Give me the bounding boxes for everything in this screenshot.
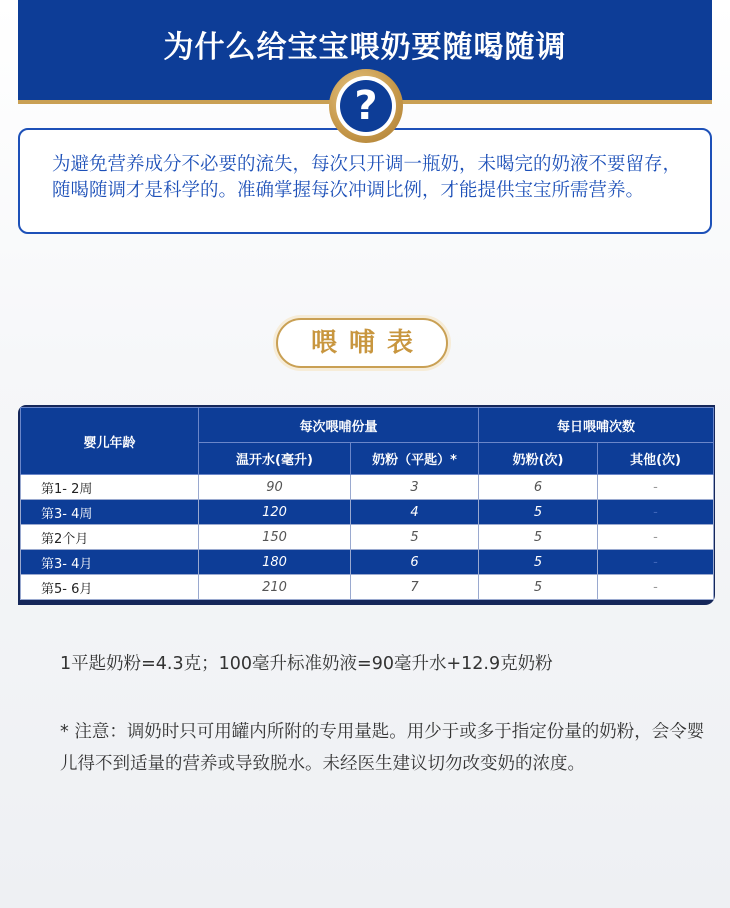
milk-times-cell: 5 — [479, 525, 598, 550]
schedule-title-tag — [276, 318, 448, 368]
powder-cell: 4 — [351, 500, 479, 525]
other-times-cell: - — [598, 575, 714, 600]
intro-box — [18, 128, 712, 234]
powder-cell: 5 — [351, 525, 479, 550]
age-cell: 第3- 4周 — [21, 500, 199, 525]
water-cell: 90 — [199, 475, 351, 500]
milk-times-cell: 5 — [479, 500, 598, 525]
header-other-times: 其他(次) — [598, 443, 714, 475]
age-cell: 第2个月 — [21, 525, 199, 550]
header-per-feed: 每次喂哺份量 — [199, 408, 479, 443]
water-cell: 180 — [199, 550, 351, 575]
schedule-title: 喂哺表 — [310, 328, 425, 358]
question-mark-icon: ? — [340, 80, 392, 132]
measure-note: 1平匙奶粉=4.3克；100毫升标准奶液=90毫升水+12.9克奶粉 — [60, 654, 553, 674]
header-milk-times: 奶粉(次) — [479, 443, 598, 475]
table-row — [21, 575, 714, 600]
age-cell: 第3- 4月 — [21, 550, 199, 575]
other-times-cell: - — [598, 550, 714, 575]
milk-times-cell: 5 — [479, 550, 598, 575]
table-row — [21, 475, 714, 500]
table-row — [21, 500, 714, 525]
intro-text: 为避免营养成分不必要的流失，每次只开调一瓶奶，未喝完的奶液不要留存，随喝随调才是科学的。准确掌握每次冲调比例，才能提供宝宝所需营养。 — [52, 154, 682, 201]
caution-note: * 注意：调奶时只可用罐内所附的专用量匙。用少于或多于指定份量的奶粉，会令婴儿得不到适量的营养或导致脱水。未经医生建议切勿改变奶的浓度。 — [60, 722, 705, 774]
question-badge — [329, 69, 403, 143]
header-age: 婴儿年龄 — [21, 408, 199, 475]
water-cell: 150 — [199, 525, 351, 550]
header-water: 温开水(毫升) — [199, 443, 351, 475]
page-title: 为什么给宝宝喂奶要随喝随调 — [163, 30, 567, 65]
powder-cell: 3 — [351, 475, 479, 500]
milk-times-cell: 5 — [479, 575, 598, 600]
feeding-table — [20, 407, 714, 600]
powder-cell: 7 — [351, 575, 479, 600]
header-daily-feeds: 每日喂哺次数 — [479, 408, 714, 443]
table-row — [21, 550, 714, 575]
feeding-table-frame — [18, 405, 715, 605]
age-cell: 第1- 2周 — [21, 475, 199, 500]
water-cell: 210 — [199, 575, 351, 600]
header-powder: 奶粉（平匙）* — [351, 443, 479, 475]
powder-cell: 6 — [351, 550, 479, 575]
water-cell: 120 — [199, 500, 351, 525]
other-times-cell: - — [598, 500, 714, 525]
milk-times-cell: 6 — [479, 475, 598, 500]
table-row — [21, 525, 714, 550]
age-cell: 第5- 6月 — [21, 575, 199, 600]
other-times-cell: - — [598, 525, 714, 550]
other-times-cell: - — [598, 475, 714, 500]
